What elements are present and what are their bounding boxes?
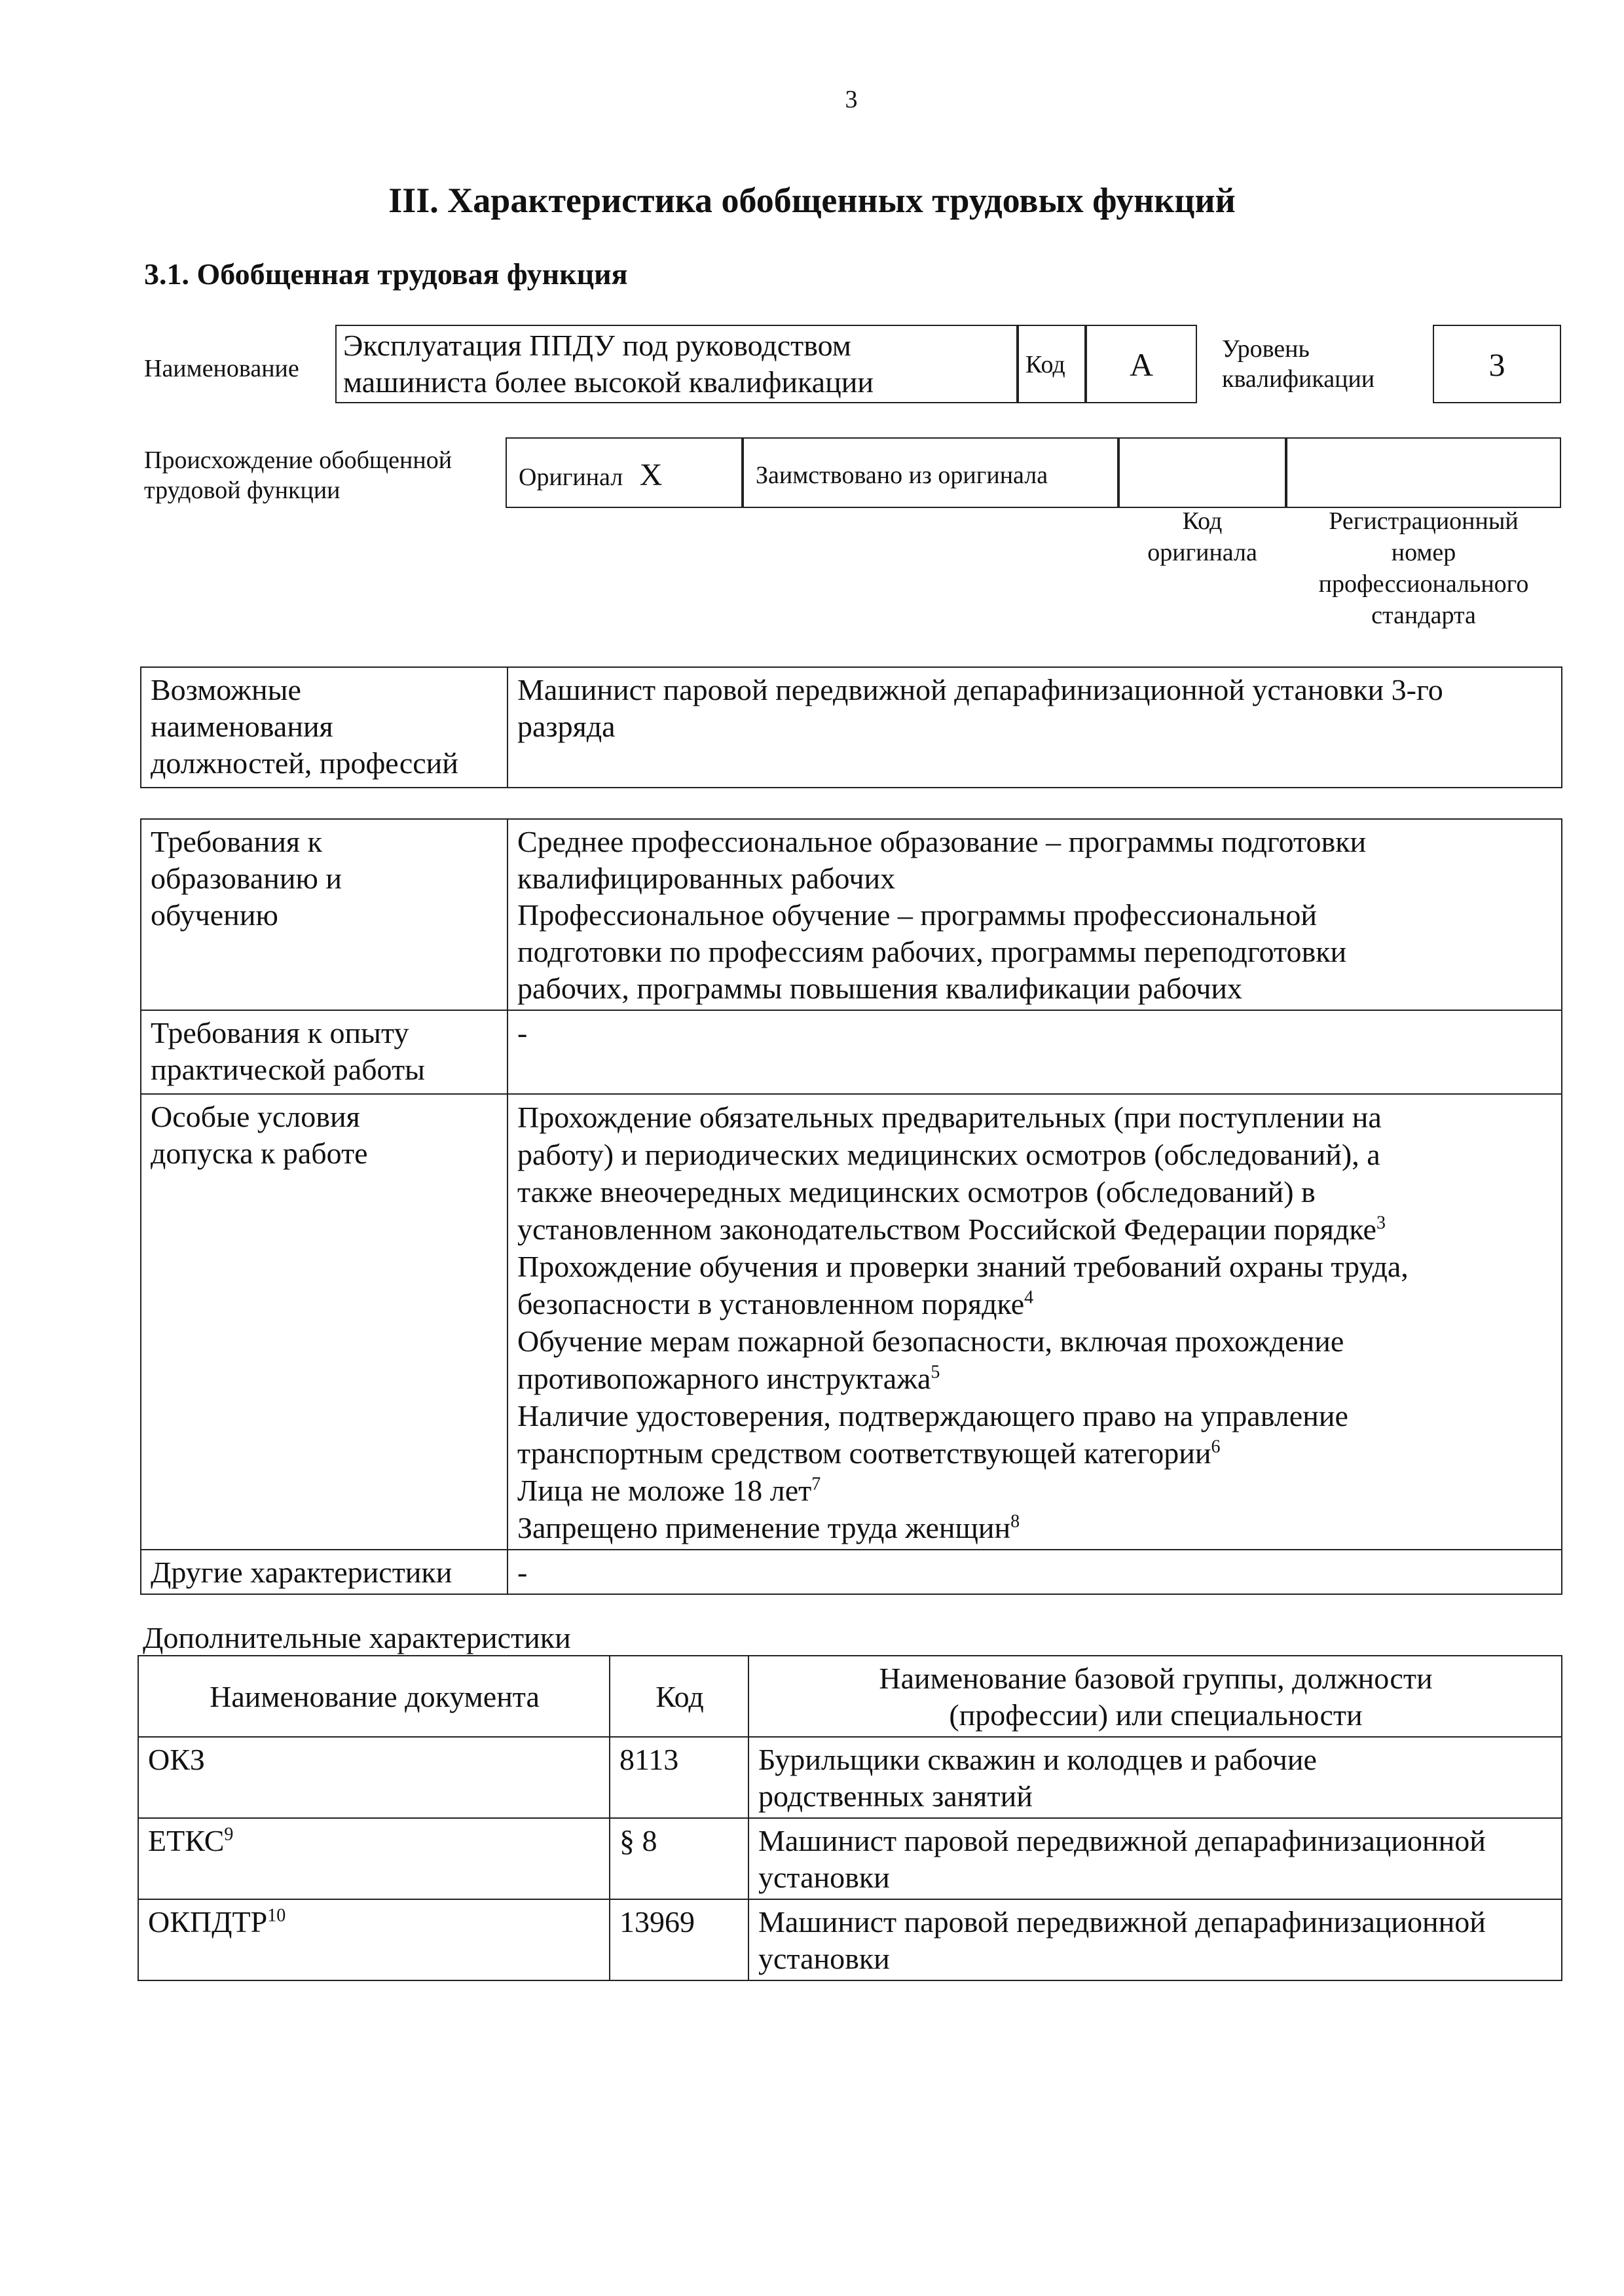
function-name-box <box>335 325 1018 403</box>
doc-name: ЕТКС <box>148 1824 225 1857</box>
col-header-document: Наименование документа <box>138 1656 610 1737</box>
positions-label: Возможные наименования должностей, профессий <box>141 667 507 788</box>
original-label: Оригинал <box>519 464 623 491</box>
level-value-box <box>1433 325 1561 403</box>
origin-label: Происхождение обобщенной трудовой функции <box>144 446 452 504</box>
footnote-9: 9 <box>224 1824 234 1845</box>
footnote-7: 7 <box>811 1474 821 1495</box>
col-header-code: Код <box>610 1656 748 1737</box>
original-cell <box>506 437 743 508</box>
code-value-box <box>1086 325 1197 403</box>
table-row <box>138 1899 1562 1980</box>
footnote-6: 6 <box>1211 1436 1221 1457</box>
additional-table <box>138 1655 1562 1981</box>
experience-label: Требования к опыту практической работы <box>141 1010 507 1094</box>
doc-description: Бурильщики скважин и колодцев и рабочие родственных занятий <box>748 1737 1562 1818</box>
doc-description: Машинист паровой передвижной депарафинизационной установки <box>748 1818 1562 1899</box>
page-number: 3 <box>845 86 858 113</box>
doc-name: ОКЗ <box>148 1743 205 1776</box>
level-value: 3 <box>1488 346 1505 383</box>
function-name-line1: Эксплуатация ППДУ под руководством <box>343 329 851 362</box>
special-conditions-label: Особые условия допуска к работе <box>141 1094 507 1550</box>
name-label: Наименование <box>144 355 299 382</box>
footnote-5: 5 <box>931 1362 940 1383</box>
additional-title: Дополнительные характеристики <box>143 1621 571 1654</box>
section-title: III. Характеристика обобщенных трудовых функций <box>388 181 1236 220</box>
education-label: Требования к образованию и обучению <box>141 819 507 1010</box>
level-label: Уровень квалификации <box>1222 335 1375 393</box>
footnote-8: 8 <box>1010 1511 1020 1532</box>
doc-code: 13969 <box>610 1899 748 1980</box>
positions-value: Машинист паровой передвижной депарафинизационной установки 3-го разряда <box>507 667 1562 788</box>
experience-value: - <box>507 1010 1562 1094</box>
original-mark: X <box>639 458 663 492</box>
code-label-box <box>1018 325 1086 403</box>
function-name-line2: машиниста более высокой квалификации <box>343 365 874 399</box>
registration-number-cell <box>1286 437 1561 508</box>
other-value: - <box>507 1550 1562 1594</box>
original-code-caption: Код оригинала <box>1147 507 1257 566</box>
col-header-name: Наименование базовой группы, должности (профессии) или специальности <box>748 1656 1562 1737</box>
table-row <box>138 1818 1562 1899</box>
code-value: А <box>1129 346 1154 383</box>
education-value: Среднее профессиональное образование – программы подготовки квалифицированных рабочих Профессиональное обучение – программы профессиональной подготовки по профессиям рабочих, программы переподготовки рабочих, программы повышения квалификации рабочих <box>507 819 1562 1010</box>
doc-name: ОКПДТР <box>148 1905 268 1939</box>
registration-number-caption: Регистрационный номер профессионального стандарта <box>1318 507 1529 629</box>
borrowed-label: Заимствовано из оригинала <box>756 462 1048 489</box>
footnote-10: 10 <box>267 1905 286 1926</box>
positions-table <box>140 666 1562 788</box>
footnote-4: 4 <box>1024 1287 1034 1308</box>
doc-code: § 8 <box>610 1818 748 1899</box>
requirements-table <box>140 818 1562 1595</box>
other-label: Другие характеристики <box>141 1550 507 1594</box>
doc-code: 8113 <box>610 1737 748 1818</box>
doc-description: Машинист паровой передвижной депарафинизационной установки <box>748 1899 1562 1980</box>
borrowed-cell <box>743 437 1118 508</box>
footnote-3: 3 <box>1376 1212 1386 1233</box>
original-code-cell <box>1118 437 1286 508</box>
table-row <box>138 1737 1562 1818</box>
subsection-title: 3.1. Обобщенная трудовая функция <box>144 257 628 291</box>
code-label: Код <box>1025 351 1065 378</box>
special-conditions-value: Прохождение обязательных предварительных (при поступлении на работу) и периодических медицинских осмотров (обследований), а также внеочередных медицинских осмотров (обследований) в установленном законодательством Российской Федерации порядке$^3$ Прохождение обучения и проверки знаний требований охраны труда, безопасности в установленном порядке$^4$ Обучение мерам пожарной безопасности, включая прохождение противопожарного инструктажа$^5$ Наличие удостоверения, подтверждающего право на управление транспортным средством соответствующей категории$^6$ Лица не моложе 18 лет$^7$ Запрещено применение труда женщин$^8$ <box>507 1094 1562 1550</box>
